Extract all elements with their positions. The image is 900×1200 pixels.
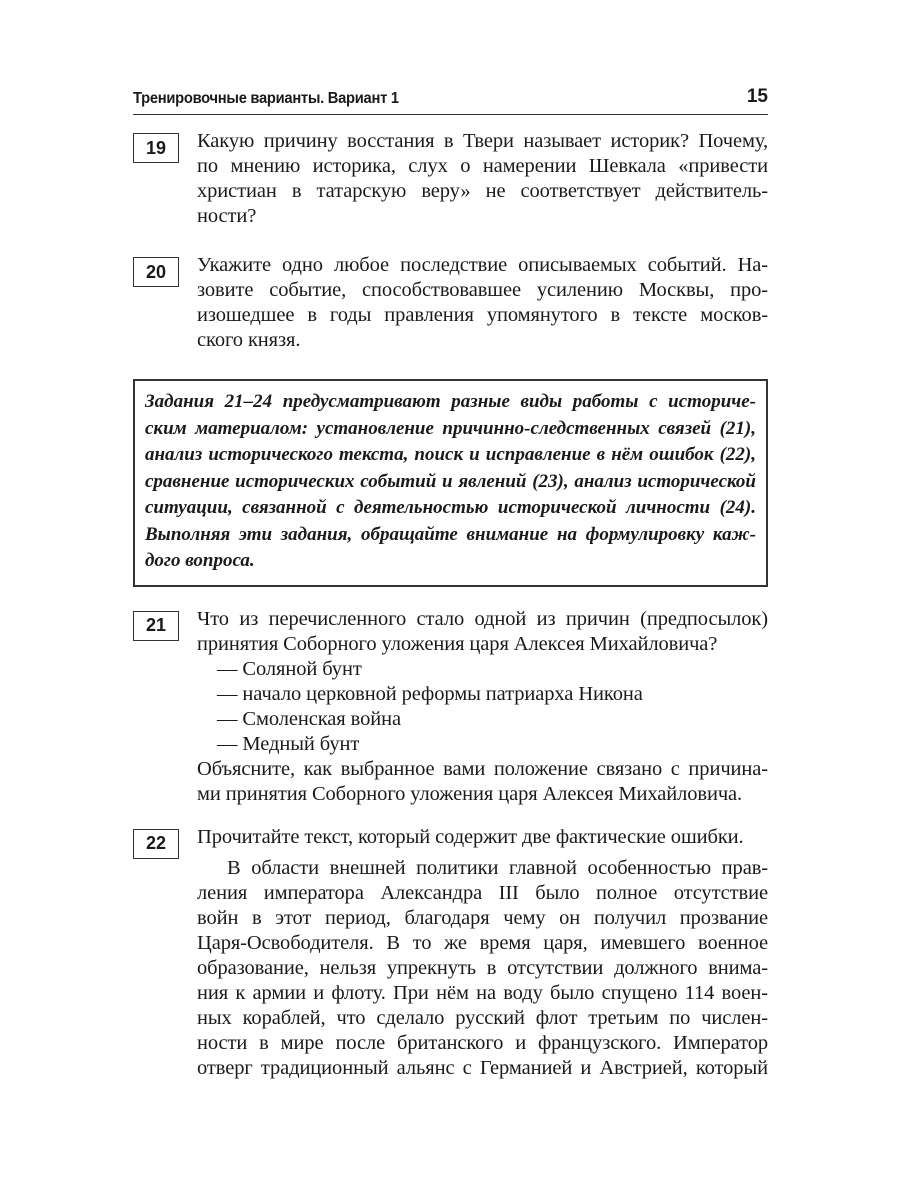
question-line: принятия Соборного уложения царя Алексея Михайловича?: [197, 632, 718, 655]
task-text: [197, 253, 768, 353]
text-line: ности?: [197, 205, 257, 227]
option-item: — начало церковной реформы патриарха Никона: [217, 682, 643, 705]
text-line: ных кораблей, что сделало русский флот третьим по числен-: [197, 1006, 768, 1029]
text-line: отверг традиционный альянс с Германией и Австрией, который: [197, 1056, 768, 1079]
text-line: христиан в татарскую веру» не соответствует действитель-: [197, 180, 768, 202]
option-item: — Смоленская война: [217, 707, 401, 730]
running-header: [133, 80, 768, 115]
page: [133, 80, 768, 1081]
page-number: 15: [746, 86, 768, 107]
note-line: дого вопроса.: [145, 550, 255, 571]
text-line: войн в этот период, благодаря чему он получил прозвание: [197, 906, 768, 929]
note-line: ситуации, связанной с деятельностью исторической личности (24).: [145, 497, 756, 518]
note-line: ским материалом: установление причинно-следственных связей (21),: [145, 417, 756, 439]
task-19: [133, 129, 768, 229]
option-item: — Соляной бунт: [217, 657, 362, 680]
text-line: по мнению историка, слух о намерении Шевкала «привести: [197, 155, 768, 177]
text-line: Укажите одно любое последствие описываемых событий. На-: [197, 254, 768, 276]
header-title: Тренировочные варианты. Вариант 1: [133, 90, 399, 107]
note-line: Выполняя эти задания, обращайте внимание на формулировку каж-: [145, 523, 756, 545]
explain-line: ми принятия Соборного уложения царя Алексея Михайловича.: [197, 782, 743, 805]
text-line: образование, нельзя упрекнуть в отсутствии должного внима-: [197, 956, 768, 979]
text-line: ния к армии и флоту. При нём на воду было спущено 114 воен-: [197, 981, 768, 1004]
task-number-box: 22: [133, 829, 179, 859]
task-text: [197, 607, 768, 807]
question-line: Что из перечисленного стало одной из причин (предпосылок): [197, 607, 768, 630]
text-line: ности в мире после британского и французского. Император: [197, 1031, 768, 1054]
text-line: В области внешней политики главной особенностью прав-: [227, 856, 768, 879]
task-number-box: 19: [133, 133, 179, 163]
task-20: [133, 253, 768, 353]
explain-line: Объясните, как выбранное вами положение связано с причина-: [197, 757, 768, 780]
text-line: изошедшее в годы правления упомянутого в тексте москов-: [197, 304, 768, 326]
intro-line: Прочитайте текст, который содержит две фактические ошибки.: [197, 825, 744, 848]
option-item: — Медный бунт: [217, 732, 360, 755]
text-line: Какую причину восстания в Твери называет историк? Почему,: [197, 130, 768, 152]
source-text: [197, 856, 768, 1081]
task-22: [133, 825, 768, 1081]
task-number-box: 20: [133, 257, 179, 287]
task-text: [197, 825, 768, 1081]
task-text: [197, 129, 768, 229]
text-line: Царя-Освободителя. В то же время царя, имевшего военное: [197, 931, 768, 954]
text-line: ления императора Александра III было полное отсутствие: [197, 881, 768, 904]
text-line: зовите событие, способствовавшее усилению Москвы, про-: [197, 279, 768, 301]
task-number-box: 21: [133, 611, 179, 641]
note-line: сравнение исторических событий и явлений (23), анализ исторической: [145, 470, 756, 492]
text-line: ского князя.: [197, 329, 301, 351]
note-line: анализ исторического текста, поиск и исправление в нём ошибок (22),: [145, 444, 756, 465]
instructions-box: [133, 379, 768, 587]
task-21: [133, 607, 768, 807]
note-line: Задания 21–24 предусматривают разные виды работы с историче-: [145, 391, 756, 412]
